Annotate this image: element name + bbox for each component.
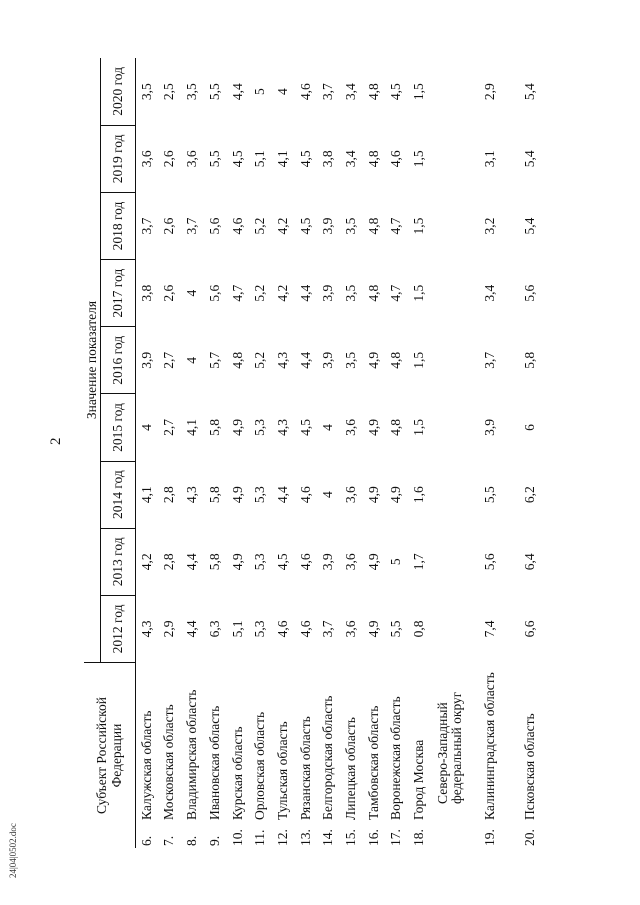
value-cell: 4,6 <box>297 83 313 101</box>
value-cell: 4 <box>320 491 336 499</box>
row-number: 7. <box>161 835 177 846</box>
value-cell: 5,4 <box>522 83 538 101</box>
value-cell: 4,2 <box>274 284 290 302</box>
value-cell: 3,5 <box>342 351 358 369</box>
value-cell: 4 <box>184 289 200 297</box>
table-row <box>249 58 272 848</box>
value-cell: 4,4 <box>184 620 200 638</box>
row-number: 8. <box>184 835 200 846</box>
value-cell: 3,9 <box>320 284 336 302</box>
row-number: 17. <box>388 829 404 846</box>
value-cell: 2,8 <box>161 486 177 504</box>
value-cell: 4,3 <box>274 351 290 369</box>
value-cell: 5,8 <box>206 486 222 504</box>
district-row <box>430 58 470 848</box>
value-cell: 5,3 <box>252 419 268 436</box>
value-cell: 3,9 <box>320 351 336 369</box>
table-row <box>408 58 431 848</box>
value-cell: 5,6 <box>522 284 538 302</box>
year-header: 2020 год <box>101 58 136 125</box>
region-name: Липецкая область <box>342 717 358 820</box>
value-cell: 4,8 <box>365 150 381 168</box>
value-cell: 3,5 <box>342 217 358 235</box>
value-cell: 5,3 <box>252 620 268 638</box>
region-name: Калининградская область <box>482 672 498 820</box>
value-cell: 4,6 <box>388 150 404 168</box>
year-header: 2018 год <box>101 192 136 259</box>
row-number: 6. <box>139 835 154 846</box>
value-cell: 5,3 <box>252 486 268 504</box>
value-cell: 4,8 <box>388 351 404 369</box>
value-cell: 3,7 <box>139 217 154 235</box>
row-number: 15. <box>342 829 358 846</box>
value-cell: 4,4 <box>274 486 290 504</box>
value-cell: 4,7 <box>229 284 245 302</box>
value-cell: 6,6 <box>522 620 538 638</box>
value-cell: 4,8 <box>365 83 381 101</box>
region-name: Тамбовская область <box>365 705 381 820</box>
value-cell: 2,9 <box>482 83 498 101</box>
value-cell: 4 <box>139 424 154 431</box>
value-cell: 4,6 <box>297 553 313 571</box>
value-cell: 1,5 <box>411 351 426 369</box>
value-cell: 3,9 <box>320 553 336 571</box>
value-cell: 1,5 <box>411 217 426 235</box>
value-cell: 6,2 <box>522 486 538 504</box>
table-row <box>158 58 181 848</box>
value-cell: 1,5 <box>411 83 426 101</box>
value-cell: 4,4 <box>229 83 245 101</box>
value-cell: 2,6 <box>161 217 177 235</box>
value-cell: 4,5 <box>388 83 404 101</box>
value-cell: 5,8 <box>206 419 222 436</box>
value-cell: 4,9 <box>365 486 381 504</box>
region-name: Тульская область <box>274 721 290 820</box>
value-cell: 6 <box>522 424 538 431</box>
value-cell: 3,7 <box>482 351 498 369</box>
district-label: Северо-Западный федеральный округ <box>435 691 465 804</box>
value-cell: 5,4 <box>522 150 538 168</box>
value-cell: 3,2 <box>482 217 498 235</box>
year-header: 2016 год <box>101 327 136 394</box>
region-name: Белгородская область <box>320 695 336 820</box>
value-cell: 5,5 <box>206 150 222 168</box>
value-cell: 4,5 <box>229 150 245 168</box>
value-cell: 2,8 <box>161 553 177 571</box>
region-name: Калужская область <box>139 710 154 820</box>
row-number: 19. <box>482 829 498 846</box>
value-cell: 4,8 <box>365 284 381 302</box>
value-cell: 5,3 <box>252 553 268 571</box>
value-cell: 3,9 <box>320 217 336 235</box>
value-cell: 1,5 <box>411 419 426 436</box>
value-cell: 3,4 <box>482 284 498 302</box>
value-cell: 1,7 <box>411 553 426 571</box>
value-cell: 4 <box>274 88 290 96</box>
table-row <box>272 58 295 848</box>
table-row <box>340 58 363 848</box>
region-name: Рязанская область <box>297 716 313 820</box>
year-header: 2015 год <box>101 394 136 461</box>
value-cell: 3,6 <box>342 419 358 436</box>
value-cell: 4,4 <box>297 351 313 369</box>
table-row <box>226 58 249 848</box>
table-row <box>385 58 408 848</box>
value-cell: 4,9 <box>388 486 404 504</box>
value-cell: 3,9 <box>482 419 498 436</box>
value-cell: 2,5 <box>161 83 177 101</box>
value-cell: 0,8 <box>411 620 426 638</box>
value-cell: 4,5 <box>274 553 290 571</box>
value-cell: 4,4 <box>297 284 313 302</box>
region-name: Ивановская область <box>206 705 222 820</box>
value-cell: 4,1 <box>184 419 200 436</box>
value-cell: 5,1 <box>229 620 245 638</box>
value-cell: 4 <box>320 424 336 431</box>
district-row-blank <box>430 58 470 663</box>
value-cell: 3,4 <box>342 150 358 168</box>
region-name: Владимирская область <box>184 689 200 820</box>
value-cell: 6,4 <box>522 553 538 571</box>
value-cell: 3,6 <box>342 486 358 504</box>
value-cell: 1,6 <box>411 486 426 504</box>
table-row <box>510 58 550 848</box>
value-cell: 4,8 <box>388 419 404 436</box>
value-cell: 4,3 <box>139 620 154 638</box>
value-cell: 5,2 <box>252 351 268 369</box>
value-cell: 1,5 <box>411 150 426 168</box>
value-cell: 5,2 <box>252 284 268 302</box>
value-cell: 4,5 <box>297 150 313 168</box>
value-cell: 4,2 <box>274 217 290 235</box>
value-cell: 4 <box>184 356 200 364</box>
rotated-table-container <box>84 58 569 848</box>
value-cell: 5,8 <box>206 553 222 571</box>
value-cell: 3,6 <box>139 150 154 168</box>
table-row <box>181 58 204 848</box>
value-cell: 3,1 <box>482 150 498 168</box>
row-number-empty <box>430 822 470 848</box>
year-header: 2014 год <box>101 461 136 528</box>
value-cell: 4,9 <box>365 553 381 571</box>
value-cell: 5,1 <box>252 150 268 168</box>
value-cell: 2,7 <box>161 419 177 436</box>
row-number: 10. <box>229 829 245 846</box>
indicator-table <box>84 58 550 848</box>
value-cell: 5,5 <box>206 83 222 101</box>
value-cell: 3,6 <box>342 620 358 638</box>
value-cell: 3,7 <box>320 620 336 638</box>
value-cell: 5,6 <box>482 553 498 571</box>
value-cell: 4,6 <box>229 217 245 235</box>
value-cell: 4,1 <box>274 150 290 168</box>
year-header: 2013 год <box>101 528 136 595</box>
value-cell: 4,6 <box>297 620 313 638</box>
row-number: 20. <box>522 829 538 846</box>
value-cell: 3,6 <box>184 150 200 168</box>
value-cell: 4,5 <box>297 217 313 235</box>
table-row <box>317 58 340 848</box>
value-cell: 4,7 <box>388 284 404 302</box>
table-row <box>204 58 227 848</box>
region-name: Курская область <box>229 726 245 820</box>
value-cell: 3,5 <box>342 284 358 302</box>
value-cell: 5,6 <box>206 284 222 302</box>
value-cell: 3,6 <box>342 553 358 571</box>
value-cell: 4,9 <box>365 351 381 369</box>
value-cell: 4,1 <box>139 486 154 504</box>
value-cell: 2,6 <box>161 284 177 302</box>
year-header: 2017 год <box>101 260 136 327</box>
value-cell: 5,2 <box>252 217 268 235</box>
value-cell: 4,6 <box>297 486 313 504</box>
value-cell: 4,9 <box>365 620 381 638</box>
value-cell: 4,2 <box>139 553 154 571</box>
value-cell: 5,8 <box>522 351 538 369</box>
region-name: Орловская область <box>252 711 268 820</box>
value-cell: 4,3 <box>184 486 200 504</box>
value-cell: 4,5 <box>297 419 313 436</box>
table-row <box>362 58 385 848</box>
value-cell: 3,7 <box>320 83 336 101</box>
table-row <box>470 58 510 848</box>
row-number: 14. <box>320 829 336 846</box>
region-name: Псковская область <box>522 713 538 820</box>
row-number: 12. <box>274 829 290 846</box>
row-number: 13. <box>297 829 313 846</box>
value-cell: 4,4 <box>184 553 200 571</box>
row-number: 11. <box>252 829 268 846</box>
value-cell: 2,6 <box>161 150 177 168</box>
value-cell: 5,7 <box>206 351 222 369</box>
value-cell: 5,5 <box>388 620 404 638</box>
value-cell: 3,4 <box>342 83 358 101</box>
page-number: 2 <box>48 437 64 445</box>
table-row <box>294 58 317 848</box>
year-header: 2012 год <box>101 595 136 662</box>
value-cell: 4,7 <box>388 217 404 235</box>
value-cell: 1,5 <box>411 284 426 302</box>
year-header: 2019 год <box>101 125 136 192</box>
value-cell: 6,3 <box>206 620 222 638</box>
value-cell: 3,9 <box>139 351 154 369</box>
value-cell: 4,8 <box>365 217 381 235</box>
document-code: 24|04|0502.doc <box>8 823 18 878</box>
row-number: 18. <box>411 829 426 846</box>
value-cell: 3,8 <box>320 150 336 168</box>
row-number: 9. <box>206 835 222 846</box>
value-cell: 4,8 <box>229 351 245 369</box>
value-cell: 5,4 <box>522 217 538 235</box>
value-cell: 3,8 <box>139 284 154 302</box>
value-cell: 3,7 <box>184 217 200 235</box>
region-name: Город Москва <box>411 739 426 820</box>
value-cell: 5 <box>388 558 404 566</box>
region-name: Воронежская область <box>388 696 404 820</box>
table-body <box>136 58 551 848</box>
value-cell: 7,4 <box>482 620 498 638</box>
row-number: 16. <box>365 829 381 846</box>
value-cell: 5,6 <box>206 217 222 235</box>
value-cell: 4,6 <box>274 620 290 638</box>
value-cell: 5,5 <box>482 486 498 504</box>
value-cell: 4,9 <box>229 486 245 504</box>
value-cell: 3,5 <box>184 83 200 101</box>
value-cell: 2,9 <box>161 620 177 638</box>
region-name: Московская область <box>161 704 177 820</box>
value-cell: 4,9 <box>365 419 381 436</box>
value-cell: 4,9 <box>229 419 245 436</box>
subject-header: Субъект Российской Федерации <box>84 663 136 848</box>
value-cell: 4,3 <box>274 419 290 436</box>
table-row <box>136 58 159 848</box>
value-cell: 5 <box>252 88 268 96</box>
value-header: Значение показателя <box>84 58 101 663</box>
value-cell: 2,7 <box>161 351 177 369</box>
value-cell: 3,5 <box>139 83 154 101</box>
value-cell: 4,9 <box>229 553 245 571</box>
